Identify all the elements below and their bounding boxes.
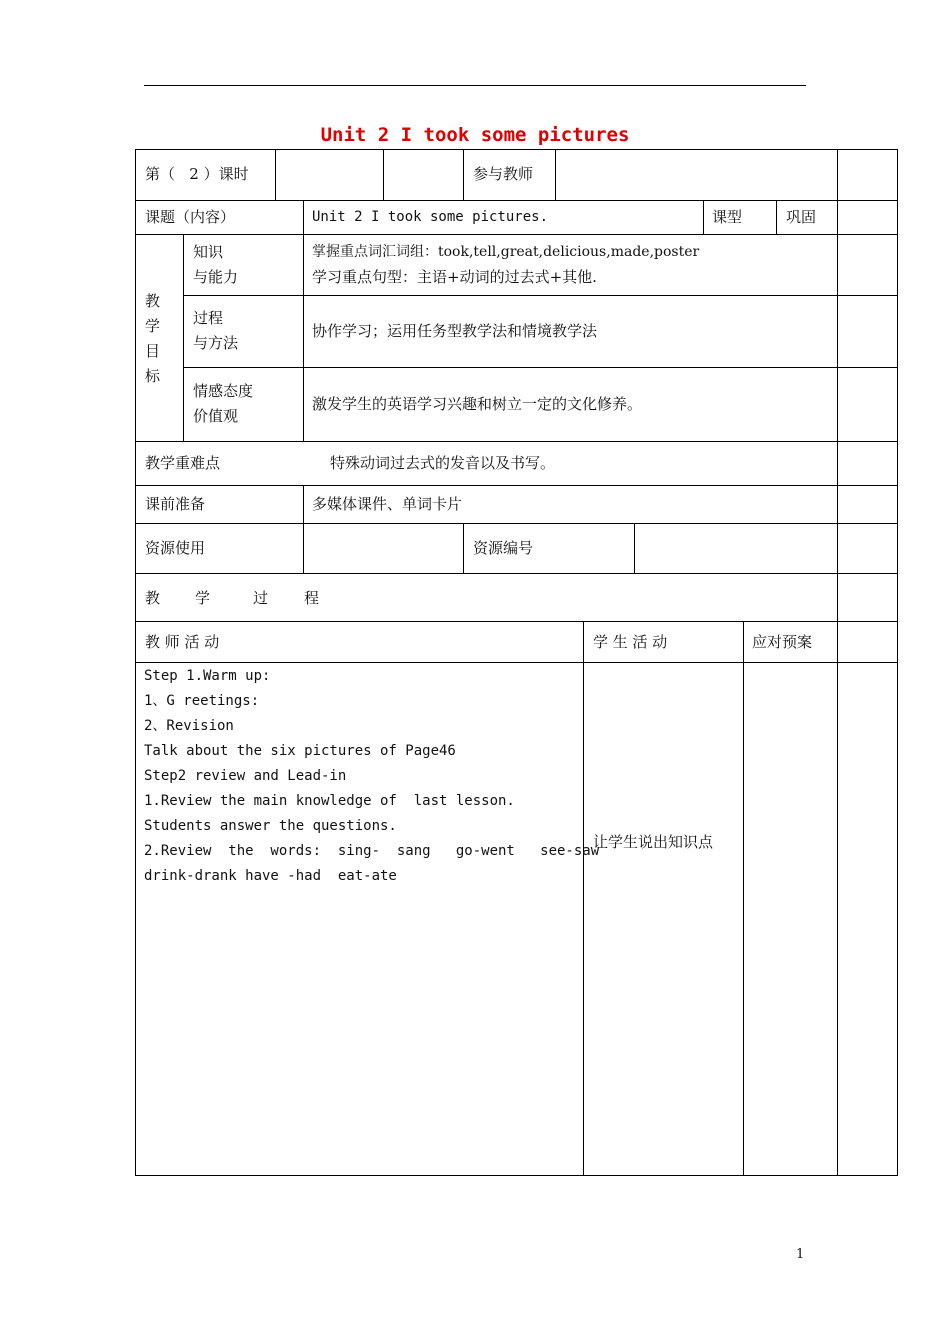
knowledge-content: 学习重点句型：主语+动词的过去式+其他. <box>312 268 597 286</box>
table-line <box>135 441 897 442</box>
knowledge-label: 与能力 <box>193 268 239 286</box>
table-line <box>703 200 704 234</box>
objectives-label-char: 标 <box>145 367 161 385</box>
table-line <box>743 621 744 1176</box>
knowledge-content: 掌握重点词汇词组：took,tell,great,delicious,made,poster <box>312 244 700 260</box>
teacher-activity-line: Talk about the six pictures of Page46 <box>144 743 456 759</box>
response-plan-header: 应对预案 <box>752 633 813 651</box>
teacher-activity-line: Step 1.Warm up: <box>144 668 271 684</box>
table-line <box>135 200 897 201</box>
table-line <box>275 149 276 200</box>
table-line <box>303 523 304 573</box>
table-line <box>383 149 384 200</box>
table-line <box>135 149 136 1176</box>
process-method-label: 过程 <box>193 309 224 327</box>
teacher-activity-line: Step2 review and Lead-in <box>144 768 347 784</box>
table-line <box>135 1175 898 1176</box>
student-activity-text: 让学生说出知识点 <box>593 833 714 851</box>
objectives-label-char: 目 <box>145 342 161 360</box>
process-header-char: 教 <box>145 589 161 607</box>
table-line <box>897 149 898 1176</box>
lesson-type-value: 巩固 <box>786 208 817 226</box>
teacher-activity-line: Students answer the questions. <box>144 818 397 834</box>
resource-use-label: 资源使用 <box>145 539 206 557</box>
table-line <box>135 234 897 235</box>
process-method-content: 协作学习；运用任务型教学法和情境教学法 <box>312 322 598 340</box>
student-activity-header: 学 生 活 动 <box>593 633 668 651</box>
document-title: Unit 2 I took some pictures <box>320 124 630 146</box>
lesson-number-label: 第（ 2 ）课时 <box>145 165 249 183</box>
teacher-label: 参与教师 <box>473 165 534 183</box>
topic-value: Unit 2 I took some pictures. <box>312 209 549 225</box>
preparation-label: 课前准备 <box>145 495 206 513</box>
preparation-value: 多媒体课件、单词卡片 <box>312 495 463 513</box>
table-line <box>463 523 464 573</box>
resource-id-label: 资源编号 <box>473 539 534 557</box>
table-line <box>135 485 897 486</box>
table-line <box>183 234 184 441</box>
knowledge-label: 知识 <box>193 243 224 261</box>
table-line <box>555 149 556 200</box>
table-line <box>303 200 304 234</box>
table-line <box>303 485 304 523</box>
table-line <box>135 149 897 150</box>
teacher-activity-line: 1、G reetings: <box>144 693 260 709</box>
process-method-label: 与方法 <box>193 334 239 352</box>
table-line <box>634 523 635 573</box>
process-header-char: 学 <box>195 589 211 607</box>
teacher-activity-line: 2、Revision <box>144 718 234 734</box>
emotion-values-content: 激发学生的英语学习兴趣和树立一定的文化修养。 <box>312 395 643 413</box>
teacher-activity-line: drink-drank have -had eat-ate <box>144 868 397 884</box>
process-header-char: 过 <box>253 589 269 607</box>
topic-label: 课题（内容） <box>145 208 236 226</box>
objectives-label-char: 教 <box>145 292 161 310</box>
emotion-values-label: 情感态度 <box>193 382 254 400</box>
table-line <box>183 367 897 368</box>
objectives-label-char: 学 <box>145 317 161 335</box>
teacher-activity-line: 2.Review the words: sing- sang go-went see-saw <box>144 843 600 859</box>
table-line <box>135 621 897 622</box>
table-line <box>135 573 897 574</box>
table-line <box>583 621 584 1176</box>
key-points-label: 教学重难点 <box>145 454 221 472</box>
table-line <box>303 234 304 441</box>
table-line <box>135 662 897 663</box>
lesson-type-label: 课型 <box>712 208 743 226</box>
table-line <box>837 149 838 1176</box>
table-line <box>463 149 464 200</box>
emotion-values-label: 价值观 <box>193 407 239 425</box>
key-points-value: 特殊动词过去式的发音以及书写。 <box>330 454 556 472</box>
table-line <box>776 200 777 234</box>
table-line <box>183 295 897 296</box>
teacher-activity-line: 1.Review the main knowledge of last lesson. <box>144 793 515 809</box>
table-line <box>135 523 897 524</box>
process-header-char: 程 <box>304 589 320 607</box>
teacher-activity-header: 教 师 活 动 <box>145 633 220 651</box>
page-number: 1 <box>796 1247 805 1262</box>
